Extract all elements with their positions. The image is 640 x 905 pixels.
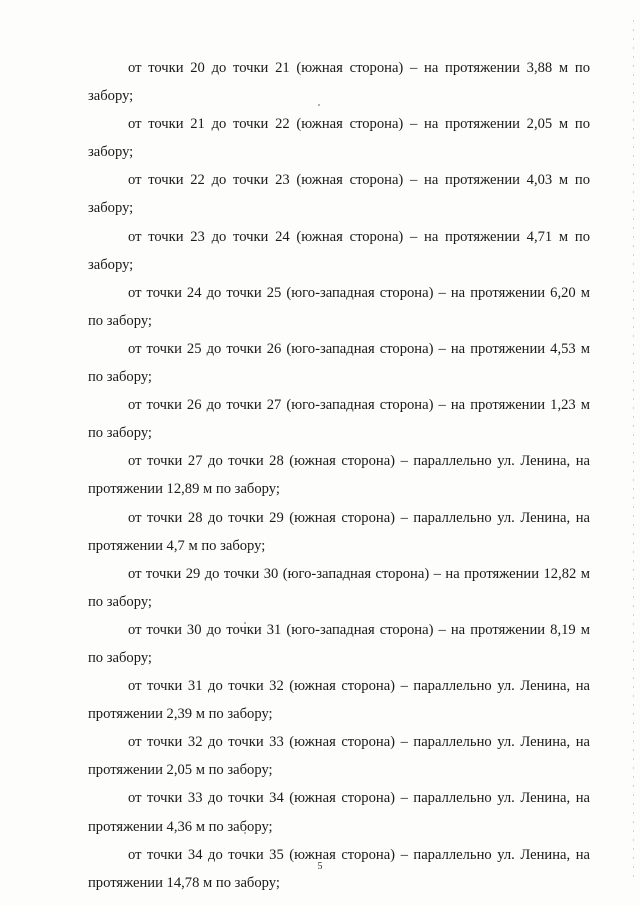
page-number: 5 bbox=[317, 861, 323, 872]
boundary-entry: от точки 26 до точки 27 (юго-западная сторона) – на протяжении 1,23 м по забору; bbox=[88, 397, 590, 442]
boundary-entry: от точки 20 до точки 21 (южная сторона) – на протяжении 3,88 м по забору; bbox=[88, 60, 590, 105]
boundary-description-list bbox=[88, 54, 590, 897]
boundary-entry: от точки 29 до точки 30 (юго-западная сторона) – на протяжении 12,82 м по забору; bbox=[88, 565, 590, 610]
boundary-entry: от точки 23 до точки 24 (южная сторона) – на протяжении 4,71 м по забору; bbox=[88, 228, 590, 273]
boundary-entry: от точки 33 до точки 34 (южная сторона) – параллельно ул. Ленина, на протяжении 4,36 м по забору; bbox=[88, 790, 590, 835]
boundary-entry: от точки 31 до точки 32 (южная сторона) – параллельно ул. Ленина, на протяжении 2,39 м по забору; bbox=[88, 678, 590, 723]
boundary-entry: от точки 30 до точки 31 (юго-западная сторона) – на протяжении 8,19 м по забору; bbox=[88, 621, 590, 666]
boundary-entry: от точки 21 до точки 22 (южная сторона) – на протяжении 2,05 м по забору; bbox=[88, 116, 590, 161]
scan-edge-shadow bbox=[633, 20, 634, 880]
boundary-entry: от точки 27 до точки 28 (южная сторона) – параллельно ул. Ленина, на протяжении 12,89 м по забору; bbox=[88, 453, 590, 498]
boundary-entry: от точки 22 до точки 23 (южная сторона) – на протяжении 4,03 м по забору; bbox=[88, 172, 590, 217]
boundary-entry: от точки 28 до точки 29 (южная сторона) – параллельно ул. Ленина, на протяжении 4,7 м по забору; bbox=[88, 509, 590, 554]
boundary-entry: от точки 25 до точки 26 (юго-западная сторона) – на протяжении 4,53 м по забору; bbox=[88, 340, 590, 386]
boundary-entry: от точки 32 до точки 33 (южная сторона) – параллельно ул. Ленина, на протяжении 2,05 м по забору; bbox=[88, 734, 590, 779]
boundary-entry: от точки 24 до точки 25 (юго-западная сторона) – на протяжении 6,20 м по забору; bbox=[88, 284, 590, 329]
boundary-entry: от точки 34 до точки 35 (южная сторона) – параллельно ул. Ленина, на протяжении 14,78 м по забору; bbox=[88, 846, 590, 891]
